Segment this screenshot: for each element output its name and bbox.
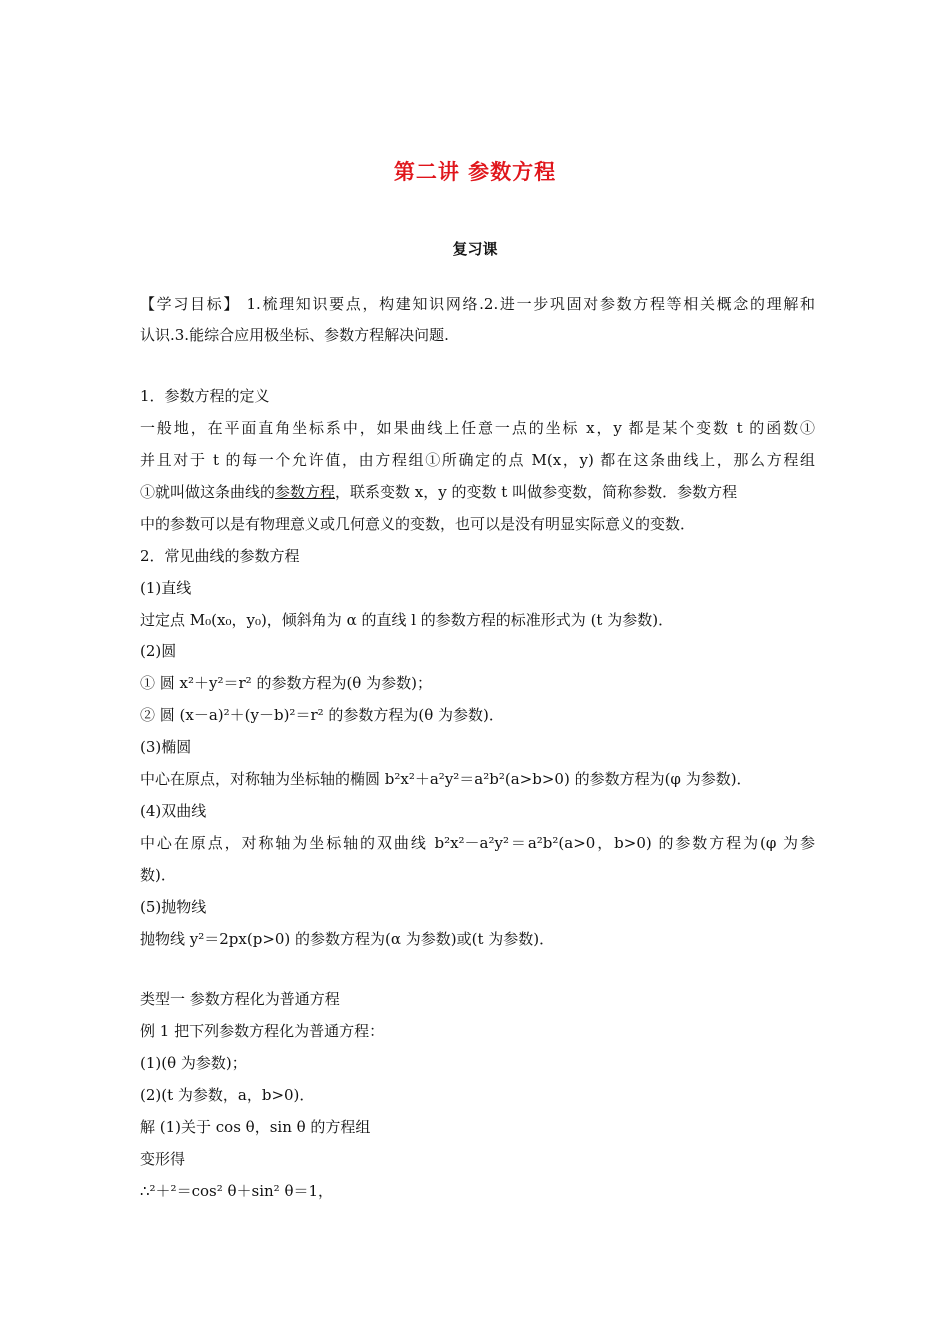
ellipse-heading: (3)椭圆 — [140, 738, 192, 756]
section-1-line-2: 并且对于 t 的每一个允许值，由方程组①所确定的点 M(x，y) 都在这条曲线上，那么方程组 — [140, 451, 815, 469]
ellipse-equation: 中心在原点，对称轴为坐标轴的椭圆 b²x²＋a²y²＝a²b²(a>b>0) 的参数方程为(φ 为参数)． — [140, 770, 752, 788]
parabola-heading: (5)抛物线 — [140, 898, 207, 916]
hyperbola-equation-1: 中心在原点，对称轴为坐标轴的双曲线 b²x²－a²y²＝a²b²(a>0，b>0) 的参数方程为(φ 为参 — [140, 834, 815, 852]
page-subtitle: 复习课 — [452, 240, 498, 258]
line-equation: 过定点 M₀(x₀，y₀)，倾斜角为 α 的直线 l 的参数方程的标准形式为 (t 为参数)． — [140, 611, 674, 629]
section-1-heading: 1．参数方程的定义 — [140, 387, 270, 405]
learning-goals-line-1: 【学习目标】 1.梳理知识要点，构建知识网络.2.进一步巩固对参数方程等相关概念的理解和 — [140, 295, 815, 313]
example-1-part-1: (1)(θ 为参数)； — [140, 1054, 247, 1072]
type-1-heading: 类型一 参数方程化为普通方程 — [140, 990, 340, 1008]
section-1-line-3-start: ①就叫做这条曲线的 — [140, 483, 276, 501]
section-1-line-3 — [140, 482, 815, 502]
section-1-line-1: 一般地，在平面直角坐标系中，如果曲线上任意一点的坐标 x，y 都是某个变数 t 的函数① — [140, 419, 815, 437]
example-1-part-2: (2)(t 为参数，a，b>0)． — [140, 1086, 315, 1104]
section-1-line-4: 中的参数可以是有物理意义或几何意义的变数，也可以是没有明显实际意义的变数． — [140, 515, 696, 533]
solution-line-1: 解 (1)关于 cos θ，sin θ 的方程组 — [140, 1118, 371, 1136]
section-1-line-3-end: ，联系变数 x，y 的变数 t 叫做参变数，简称参数．参数方程 — [335, 483, 738, 501]
solution-line-3: ∴²＋²＝cos² θ＋sin² θ＝1， — [140, 1182, 334, 1200]
page-title: 第二讲 参数方程 — [393, 160, 557, 184]
section-2-heading: 2．常见曲线的参数方程 — [140, 547, 300, 565]
hyperbola-heading: (4)双曲线 — [140, 802, 207, 820]
circle-equation-1: ① 圆 x²＋y²＝r² 的参数方程为(θ 为参数)； — [140, 674, 432, 692]
hyperbola-equation-2: 数)． — [140, 866, 176, 884]
line-heading: (1)直线 — [140, 579, 192, 597]
circle-heading: (2)圆 — [140, 642, 177, 660]
parabola-equation: 抛物线 y²＝2px(p>0) 的参数方程为(α 为参数)或(t 为参数)． — [140, 930, 555, 948]
term-parametric-equation: 参数方程 — [275, 483, 336, 501]
circle-equation-2: ② 圆 (x－a)²＋(y－b)²＝r² 的参数方程为(θ 为参数)． — [140, 706, 504, 724]
solution-line-2: 变形得 — [140, 1150, 186, 1168]
learning-goals-line-2: 认识.3.能综合应用极坐标、参数方程解决问题. — [140, 326, 449, 344]
example-1: 例 1 把下列参数方程化为普通方程： — [140, 1022, 385, 1040]
